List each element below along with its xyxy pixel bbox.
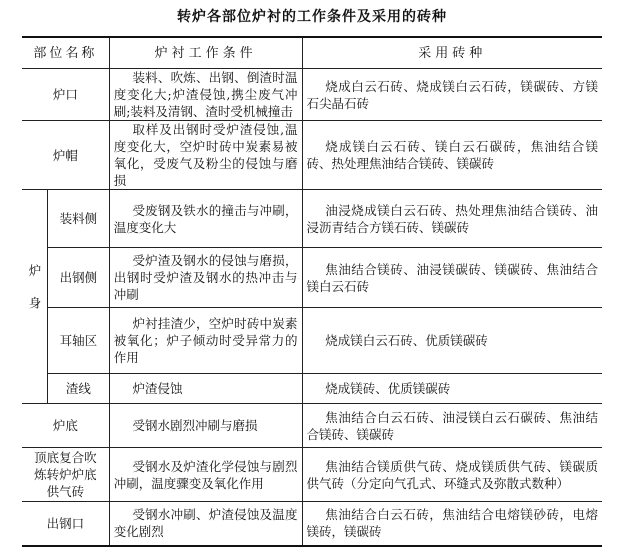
work-condition: 炉渣侵蚀 (109, 374, 302, 404)
header-bricks: 采用砖种 (302, 37, 602, 69)
table-row (22, 121, 602, 190)
table-row (22, 448, 602, 502)
header-row (22, 37, 602, 69)
work-condition: 装料、吹炼、出钢、倒渣时温度变化大;炉渣侵蚀,携尘废气冲刷;装料及清钢、渣时受机械撞击 (109, 69, 302, 121)
part-name: 炉口 (22, 69, 109, 121)
work-condition: 受废钢及铁水的撞击与冲刷，温度变化大 (109, 190, 302, 248)
work-condition: 受炉渣及钢水的侵蚀与磨损，出钢时受炉渣及钢水的热冲击与冲刷 (109, 248, 302, 308)
work-condition: 受钢水剧烈冲刷与磨损 (109, 404, 302, 448)
brick-types: 烧成镁白云石砖、镁白云石碳砖，焦油结合镁砖、热处理焦油结合镁砖、镁碳砖 (302, 121, 602, 190)
brick-types: 焦油结合白云石砖，焦油结合电熔镁砂砖，电熔镁砖，镁碳砖 (302, 502, 602, 546)
brick-types: 烧成镁白云石砖、优质镁碳砖 (302, 308, 602, 374)
part-name: 渣线 (48, 374, 110, 404)
table-row (22, 404, 602, 448)
table-row (22, 248, 602, 308)
brick-types: 焦油结合镁砖、油浸镁碳砖、镁碳砖、焦油结合镁白云石砖 (302, 248, 602, 308)
header-condition: 炉衬工作条件 (109, 37, 302, 69)
table-row (22, 190, 602, 248)
header-part-name: 部位名称 (22, 37, 109, 69)
brick-types: 油浸烧成镁白云石砖、热处理焦油结合镁砖、油浸沥青结合方镁石砖、镁碳砖 (302, 190, 602, 248)
part-name: 出钢口 (22, 502, 109, 546)
work-condition: 受钢水冲刷、炉渣侵蚀及温度变化剧烈 (109, 502, 302, 546)
part-name: 出钢侧 (48, 248, 110, 308)
brick-types: 焦油结合白云石砖、油浸镁白云石碳砖、焦油结合镁砖、镁碳砖 (302, 404, 602, 448)
table-row (22, 502, 602, 546)
table-row (22, 308, 602, 374)
body-group-label: 炉身 (22, 190, 48, 404)
work-condition: 受钢水及炉渣化学侵蚀与剧烈冲刷，温度骤变及氧化作用 (109, 448, 302, 502)
part-name: 炉帽 (22, 121, 109, 190)
work-condition: 取样及出钢时受炉渣侵蚀,温度变化大，空炉时砖中炭素易被氧化，受废气及粉尘的侵蚀与磨损 (109, 121, 302, 190)
table-row (22, 374, 602, 404)
part-name: 顶底复合吹炼转炉炉底供气砖 (22, 448, 109, 502)
brick-types: 焦油结合镁质供气砖、烧成镁质供气砖、镁碳质供气砖（分定向气孔式、环缝式及弥散式数种） (302, 448, 602, 502)
work-condition: 炉衬挂渣少，空炉时砖中炭素被氧化；炉子倾动时受异常力的作用 (109, 308, 302, 374)
part-name: 装料侧 (48, 190, 110, 248)
part-name: 炉底 (22, 404, 109, 448)
table-row (22, 69, 602, 121)
brick-types: 烧成白云石砖、烧成镁白云石砖，镁碳砖、方镁石尖晶石砖 (302, 69, 602, 121)
lining-conditions-table (22, 36, 602, 547)
table-title: 转炉各部位炉衬的工作条件及采用的砖种 (177, 9, 447, 25)
part-name: 耳轴区 (48, 308, 110, 374)
brick-types: 烧成镁砖、优质镁碳砖 (302, 374, 602, 404)
